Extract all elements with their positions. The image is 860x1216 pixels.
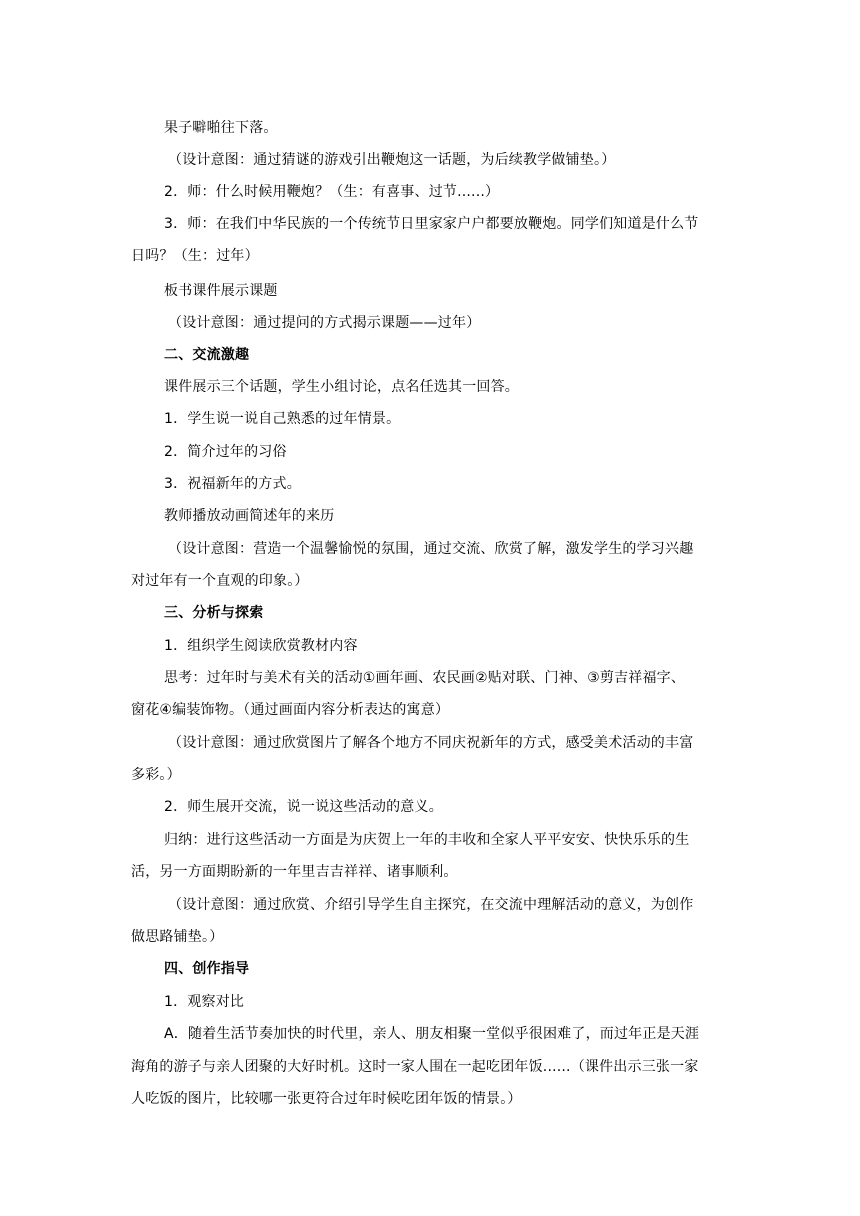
design-intent-note: （设计意图：通过欣赏图片了解各个地方不同庆祝新年的方式，感受美术活动的丰富: [168, 735, 694, 751]
paragraph-line: 窗花④编装饰物。（通过画面内容分析表达的寓意）: [131, 702, 450, 718]
paragraph-line: 归纳：进行这些活动一方面是为庆贺上一年的丰收和全家人平平安安、快快乐乐的生: [164, 832, 690, 848]
numbered-item: 2．简介过年的习俗: [164, 444, 287, 460]
section-heading: 四、创作指导: [164, 961, 250, 977]
paragraph-line: 日吗？（生：过年）: [131, 248, 259, 264]
design-intent-note: （设计意图：通过欣赏、介绍引导学生自主探究，在交流中理解活动的意义，为创作: [168, 897, 694, 913]
section-heading: 三、分析与探索: [164, 605, 264, 621]
paragraph-line: 果子噼啪往下落。: [164, 120, 278, 136]
paragraph-line: 多彩。）: [131, 767, 181, 783]
paragraph-line: 对过年有一个直观的印象。）: [131, 573, 309, 589]
numbered-item: 3．祝福新年的方式。: [164, 476, 301, 492]
design-intent-note: （设计意图：通过猜谜的游戏引出鞭炮这一话题，为后续教学做铺垫。）: [168, 152, 616, 168]
paragraph-line: 做思路铺垫。）: [131, 929, 224, 945]
paragraph-line: 课件展示三个话题，学生小组讨论，点名任选其一回答。: [164, 379, 519, 395]
numbered-item: 1．学生说一说自己熟悉的过年情景。: [164, 411, 401, 427]
section-heading: 二、交流激趣: [164, 347, 250, 363]
numbered-item: 2．师生展开交流，说一说这些活动的意义。: [164, 799, 443, 815]
numbered-item: 2．师：什么时候用鞭炮？（生：有喜事、过节......）: [164, 184, 500, 200]
numbered-item: 3．师：在我们中华民族的一个传统节日里家家户户都要放鞭炮。同学们知道是什么节: [164, 216, 699, 232]
paragraph-line: 思考：过年时与美术有关的活动①画年画、农民画②贴对联、门神、③剪吉祥福字、: [164, 670, 686, 686]
paragraph-line: 板书课件展示课题: [164, 283, 278, 299]
paragraph-line: A．随着生活节奏加快的时代里，亲人、朋友相聚一堂似乎很困难了，而过年正是天涯: [164, 1026, 700, 1042]
paragraph-line: 海角的游子与亲人团聚的大好时机。这时一家人围在一起吃团年饭......（课件出示三张一家: [131, 1059, 699, 1075]
numbered-item: 1．组织学生阅读欣赏教材内容: [164, 638, 358, 654]
design-intent-note: （设计意图：通过提问的方式揭示课题——过年）: [168, 315, 481, 331]
numbered-item: 1．观察对比: [164, 994, 245, 1010]
paragraph-line: 教师播放动画简述年的来历: [164, 508, 335, 524]
design-intent-note: （设计意图：营造一个温馨愉悦的氛围，通过交流、欣赏了解，激发学生的学习兴趣: [168, 541, 694, 557]
paragraph-line: 活，另一方面期盼新的一年里吉吉祥祥、诸事顺利。: [131, 864, 458, 880]
paragraph-line: 人吃饭的图片，比较哪一张更符合过年时候吃团年饭的情景。）: [131, 1091, 522, 1107]
